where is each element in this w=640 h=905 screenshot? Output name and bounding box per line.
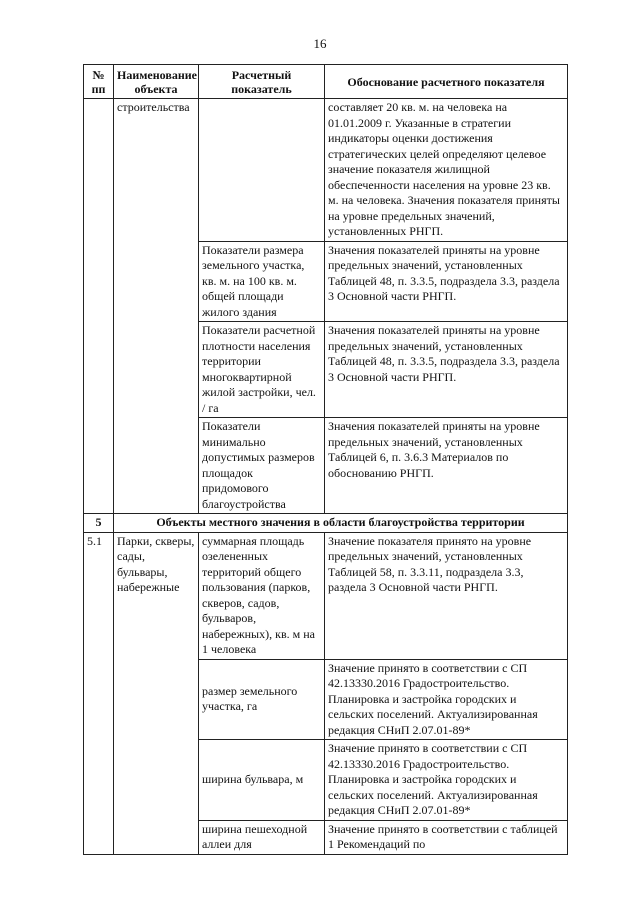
cell-num xyxy=(84,99,114,514)
cell-indicator: размер земельного участка, га xyxy=(199,659,325,740)
cell-justification: Значения показателей приняты на уровне предельных значений, установленных Таблицей 48, п. 3.3.5, подраздела 3.3, раздела 3 Основной части РНГП. xyxy=(325,241,568,322)
section-num: 5 xyxy=(84,514,114,533)
page-number: 16 xyxy=(313,36,327,51)
cell-justification: Значение принято в соответствии с СП 42.13330.2016 Градостроительство. Планировка и застройка городских и сельских поселений. Актуализированная редакция СНиП 2.07.01-89* xyxy=(325,659,568,740)
section-row xyxy=(84,514,568,533)
cell-indicator: Показатели минимально допустимых размеров площадок придомового благоустройства xyxy=(199,418,325,514)
header-indicator: Расчетный показатель xyxy=(199,65,325,99)
norms-table xyxy=(83,64,568,855)
table-row xyxy=(84,99,568,242)
header-name: Наименование объекта xyxy=(114,65,199,99)
table-header xyxy=(84,65,568,99)
cell-justification: Значение принято в соответствии с СП 42.13330.2016 Градостроительство. Планировка и застройка городских и сельских поселений. Актуализированная редакция СНиП 2.07.01-89* xyxy=(325,740,568,821)
cell-indicator: ширина пешеходной аллеи для xyxy=(199,820,325,854)
cell-justification: Значения показателей приняты на уровне предельных значений, установленных Таблицей 6, п. 3.6.3 Материалов по обоснованию РНГП. xyxy=(325,418,568,514)
cell-justification: Значение показателя принято на уровне предельных значений, установленных Таблицей 58, п. 3.3.11, подраздела 3.3, раздела 3 Основной части РНГП. xyxy=(325,532,568,659)
cell-justification: составляет 20 кв. м. на человека на 01.01.2009 г. Указанные в стратегии индикаторы оценки достижения стратегических целей определяют целевое значение показателя жилищной обеспеченности населения на уровне 23 кв. м. на человека. Значения показателя приняты на уровне предельных значений, установленных РНГП. xyxy=(325,99,568,242)
cell-indicator: Показатели расчетной плотности населения территории многоквартирной жилой застройки, чел. / га xyxy=(199,322,325,418)
cell-indicator: ширина бульвара, м xyxy=(199,740,325,821)
cell-name: строительства xyxy=(114,99,199,514)
cell-indicator: суммарная площадь озелененных территорий общего пользования (парков, скверов, садов, бульваров, набережных), кв. м на 1 человека xyxy=(199,532,325,659)
cell-justification: Значения показателей приняты на уровне предельных значений, установленных Таблицей 48, п. 3.3.5, подраздела 3.3, раздела 3 Основной части РНГП. xyxy=(325,322,568,418)
cell-indicator xyxy=(199,99,325,242)
table-row xyxy=(84,532,568,659)
header-justification: Обоснование расчетного показателя xyxy=(325,65,568,99)
header-num: № пп xyxy=(84,65,114,99)
cell-indicator: Показатели размера земельного участка, кв. м. на 100 кв. м. общей площади жилого здания xyxy=(199,241,325,322)
cell-justification: Значение принято в соответствии с таблицей 1 Рекомендаций по xyxy=(325,820,568,854)
cell-name: Парки, скверы, сады, бульвары, набережные xyxy=(114,532,199,854)
section-title: Объекты местного значения в области благоустройства территории xyxy=(114,514,568,533)
cell-num: 5.1 xyxy=(84,532,114,854)
